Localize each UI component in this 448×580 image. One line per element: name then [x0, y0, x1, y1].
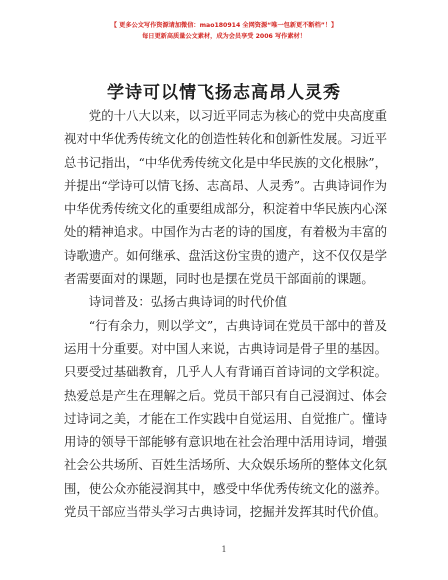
section-heading: 诗词普及：弘扬古典诗词的时代价值: [88, 294, 288, 310]
promo-line-1: 【 更多公文写作资源请加微信：mao180914 全网资源“唯一包新更不断档”！】: [110, 22, 338, 29]
page-number: 1: [221, 545, 227, 554]
section-paragraph: “行有余力，则以学文”，古典诗词在党员干部中的普及运用十分重要。对中国人来说，古典诗词是骨子里的基因。只要受过基础教育，几乎人人有背诵百首诗词的文学积淀。热爱总是产生在理解之后。党员干部只有自己浸润过、体会过诗词之美，才能在工作实践中自觉运用、自觉推广。懂诗用诗的领导干部能够有意识地在社会治理中活用诗词，增强社会公共场所、百姓生活场所、大众娱乐场所的整体文化氛围，使公众亦能浸润其中，感受中华优秀传统文化的滋养。党员干部应当带头学习古典诗词，挖掘并发挥其时代价值。: [64, 317, 387, 520]
promo-banner: [0, 20, 448, 42]
intro-paragraph: 党的十八大以来，以习近平同志为核心的党中央高度重视对中华优秀传统文化的创造性转化和创新性发展。习近平总书记指出，“中华优秀传统文化是中华民族的文化根脉”，并提出“学诗可以情飞扬、志高昂、人灵秀”。古典诗词作为中华优秀传统文化的重要组成部分，积淀着中华民族内心深处的精神追求。中国作为古老的诗的国度，有着极为丰富的诗歌遗产。如何继承、盘活这份宝贵的遗产，这不仅仅是学者需要面对的课题，同时也是摆在党员干部面前的课题。: [64, 108, 387, 287]
document-body: [64, 104, 387, 523]
document-title: 学诗可以情飞扬志高昂人灵秀: [107, 83, 341, 103]
promo-line-2: 每日更新高质量公文素材，成为会员享受 2006 写作素材！: [142, 33, 306, 40]
